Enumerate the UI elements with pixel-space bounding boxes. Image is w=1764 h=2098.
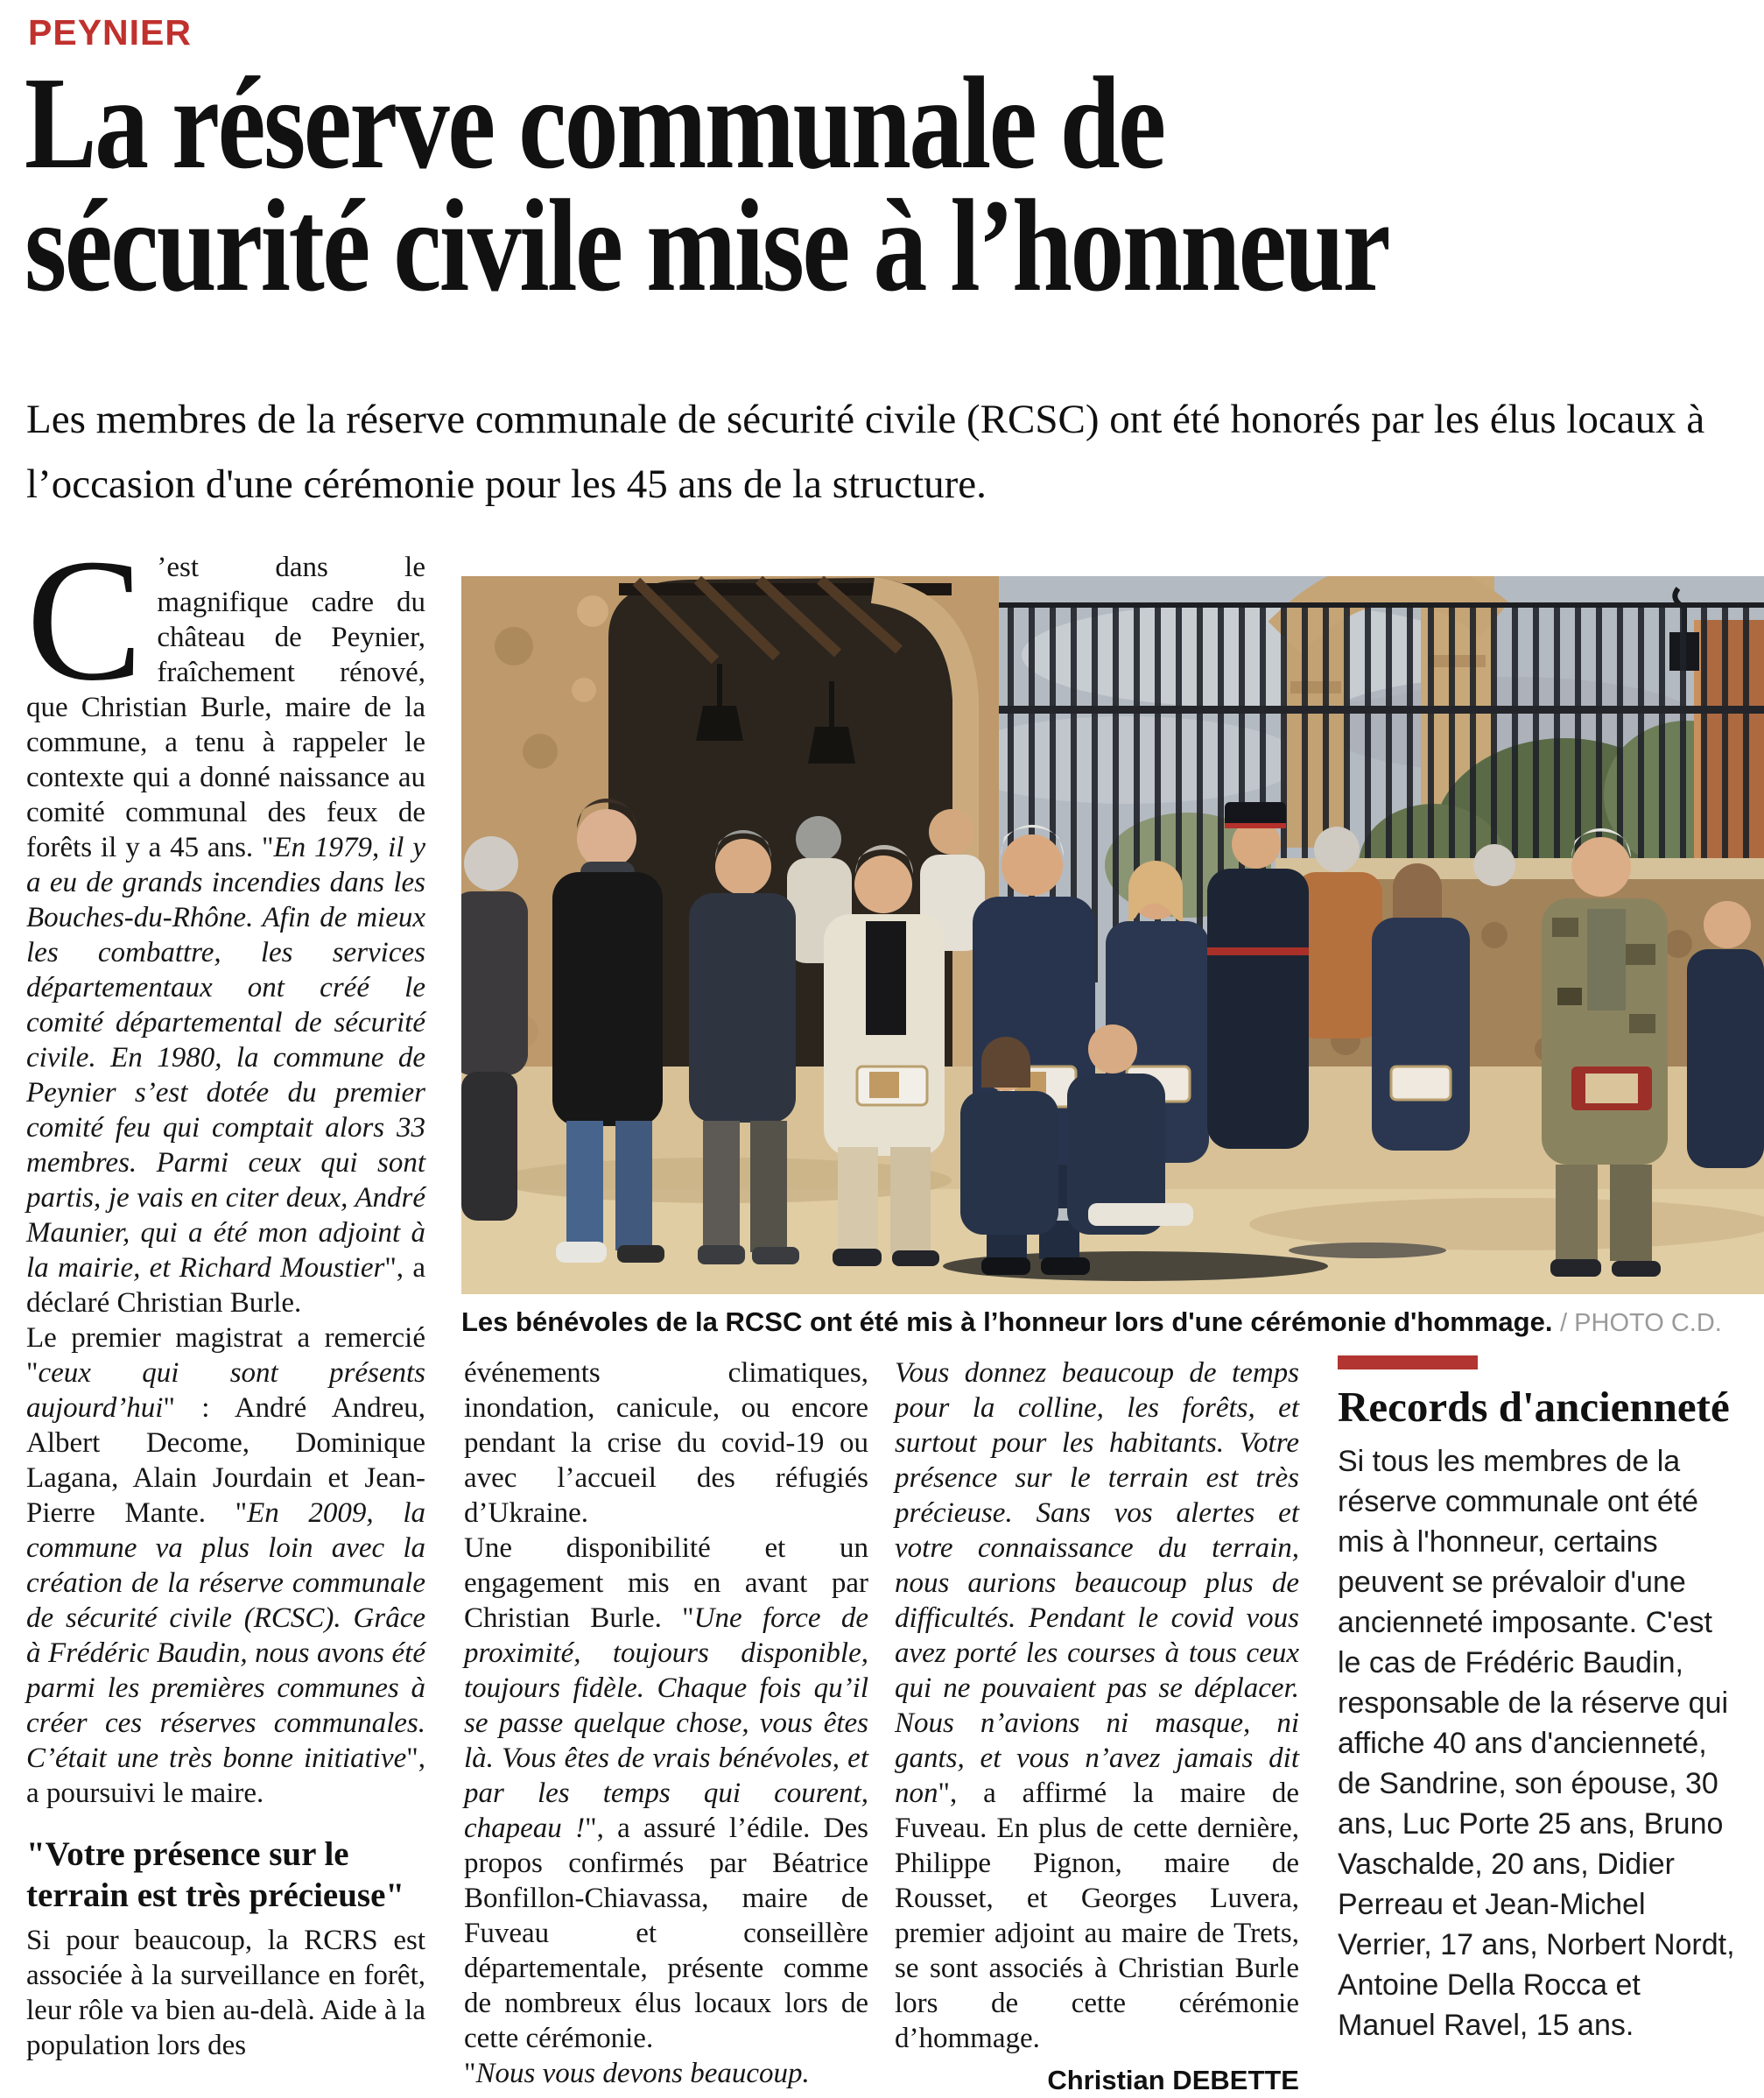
body-paragraph: Vous donnez beaucoup de temps pour la colline, les forêts, et surtout pour les habitants. Votre présence sur le terrain est très précieuse. Sans vos alertes et votre connaissance du terrain, nous aurions beaucoup plus de difficultés. Pendant le covid vous avez porté les courses à tous ceux qui ne pouvaient pas se déplacer. Nous n’avions ni masque, ni gants, et vous n’avez jamais dit non", a affirmé la maire de Fuveau. En plus de cette dernière, Philippe Pignon, maire de Rousset, et Georges Luvera, premier adjoint au maire de Trets, se sont associés à Christian Burle lors de cette cérémonie d’hommage. <box>895 1357 1299 2054</box>
article-standfirst: Les membres de la réserve communale de sécurité civile (RCSC) ont été honorés par les élus locaux à l’occasion d'une cérémonie pour les 45 ans de la structure. <box>26 397 1705 507</box>
body-column-2 <box>464 1355 868 2091</box>
body-column-3 <box>895 1355 1299 2098</box>
article-headline <box>25 49 1764 320</box>
body-paragraph: "Nous vous devons beaucoup. <box>464 2058 810 2089</box>
article-photo <box>461 576 1764 1294</box>
headline-line-2: sécurité civile mise à l’honneur <box>25 172 1389 320</box>
body-paragraph: Si pour beaucoup, la RCRS est associée à la surveillance en forêt, leur rôle va bien au-delà. Aide à la population lors des <box>26 1925 425 2061</box>
photo-caption <box>461 1305 1764 1341</box>
photo-caption-text: Les bénévoles de la RCSC ont été mis à l’honneur lors d'une cérémonie d'hommage. <box>461 1306 1553 1337</box>
sidebar-title: Records d'ancienneté <box>1338 1383 1730 1431</box>
drop-cap: C <box>26 524 144 717</box>
sidebar-body-text: Si tous les membres de la réserve communale ont été mis à l'honneur, certains peuvent se prévaloir d'une ancienneté imposante. C'est le cas de Frédéric Baudin, responsable de la réserve qui affiche 40 ans d'ancienneté, de Sandrine, son épouse, 30 ans, Luc Porte 25 ans, Bruno Vaschalde, 20 ans, Didier Perreau et Jean-Michel Verrier, 17 ans, Norbert Nordt, Antoine Della Rocca et Manuel Ravel, 15 ans. <box>1338 1445 1735 2042</box>
photo-credit-text: / PHOTO C.D. <box>1560 1309 1722 1337</box>
paragraph-text: ’est dans le magnifique cadre du château de Peynier, fraîchement rénové, que Christian Burle, maire de la commune, a tenu à rappeler le contexte qui a donné naissance au comité communal des feux de forêts il y a 45 ans. "En 1979, il y a eu de grands incendies dans les Bouches-du-Rhône. Afin de mieux les combattre, les services départementaux ont créé le comité départemental de sécurité civile. En 1980, la commune de Peynier s’est dotée du premier comité feu qui comptait alors 33 membres. Parmi ceux qui sont partis, je vais en citer deux, André Maunier, qui a été mon adjoint à la mairie, et Richard Moustier", a déclaré Christian Burle. <box>26 552 425 1319</box>
sidebar-accent-bar <box>1338 1355 1478 1369</box>
sidebar-records <box>1338 1355 1740 2045</box>
body-paragraph: événements climatiques, inondation, canicule, ou encore pendant la crise du covid-19 ou avec l’accueil des réfugiés d’Ukraine. <box>464 1357 868 1529</box>
body-column-1 <box>26 524 425 2063</box>
body-paragraph: Le premier magistrat a remercié "ceux qui sont présents aujourd’hui" : André Andreu, Albert Decome, Dominique Lagana, Alain Jourdain et Jean-Pierre Mante. "En 2009, la commune va plus loin avec la création de la réserve communale de sécurité civile (RCSC). Grâce à Frédéric Baudin, nous avons été parmi les premières communes à créer ces réserves communales. C’était une très bonne initiative", a poursuivi le maire. <box>26 1322 425 1809</box>
headline-line-1: La réserve communale de <box>25 49 1164 196</box>
body-paragraph <box>26 524 425 1320</box>
section-kicker: PEYNIER <box>28 12 192 53</box>
author-byline: Christian DEBETTE <box>1047 2065 1299 2095</box>
body-paragraph: Une disponibilité et un engagement mis en avant par Christian Burle. "Une force de proximité, toujours disponible, toujours fidèle. Chaque fois qu’il se passe quelque chose, vous êtes là. Vous êtes de vrais bénévoles, et par les temps qui courent, chapeau !", a assuré l’édile. Des propos confirmés par Béatrice Bonfillon-Chiavassa, maire de Fuveau et conseillère départementale, présente comme de nombreux élus locaux lors de cette cérémonie. <box>464 1532 868 2054</box>
article-subhead: "Votre présence sur le terrain est très précieuse" <box>26 1835 405 1914</box>
